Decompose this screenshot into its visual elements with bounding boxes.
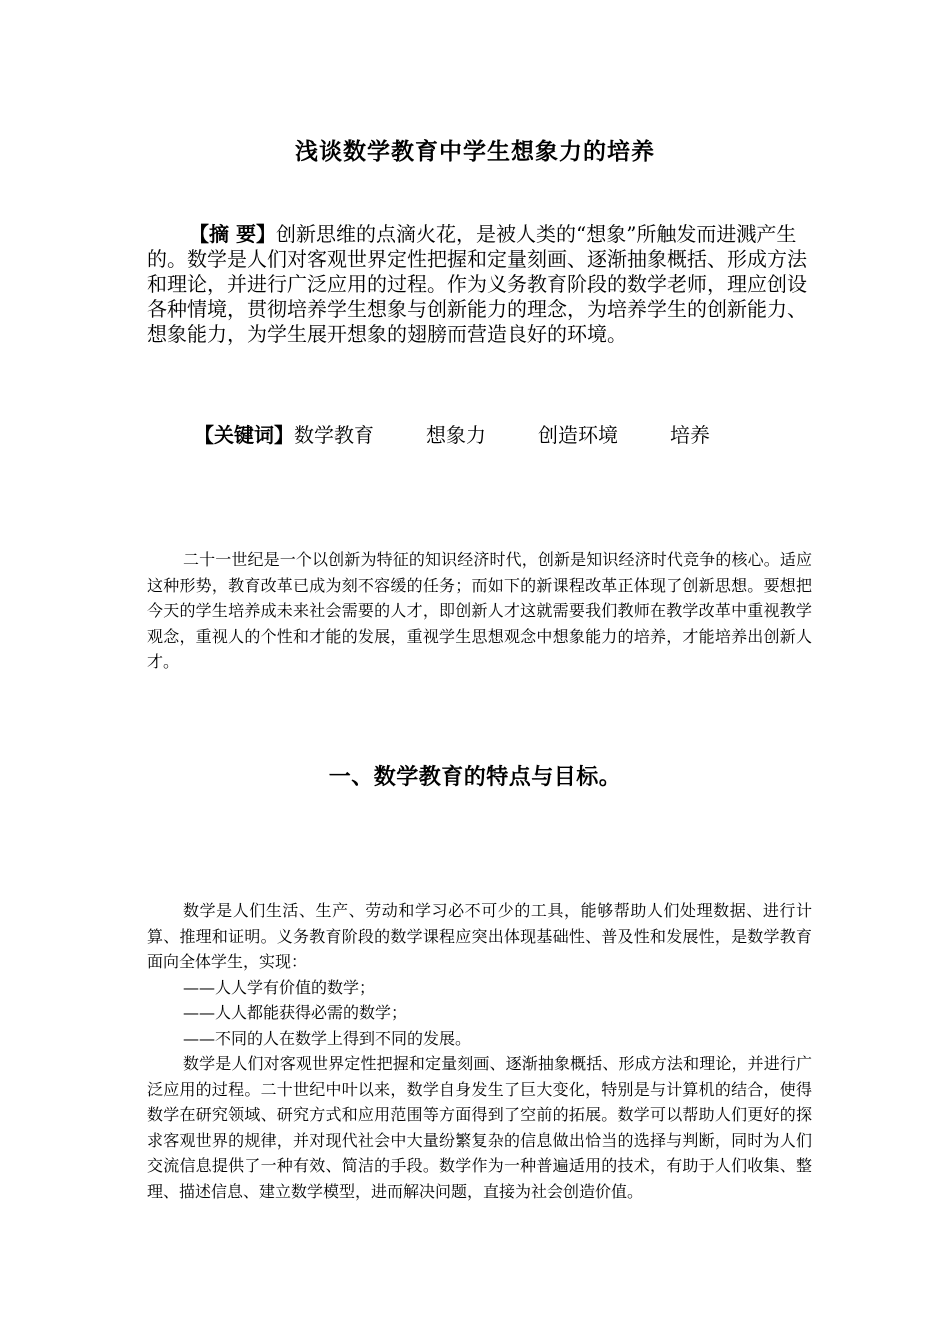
- body-paragraph: 数学是人们生活、生产、劳动和学习必不可少的工具，能够帮助人们处理数据、进行计算、推理和证明。义务教育阶段的数学课程应突出体现基础性、普及性和发展性，是数学教育面向全体学生，实现：: [147, 901, 812, 971]
- section-body: [147, 898, 812, 1204]
- abstract-text: 创新思维的点滴火花，是被人类的“想象”所触发而进溅产生的。数学是人们对客观世界定性把握和定量刻画、逐渐抽象概括、形成方法和理论，并进行广泛应用的过程。作为义务教育阶段的数学老师，理应创设各种情境，贯彻培养学生想象与创新能力的理念，为培养学生的创新能力、想象能力，为学生展开想象的翅膀而营造良好的环境。: [147, 222, 807, 346]
- keyword-item: 数学教育: [294, 423, 374, 447]
- intro-paragraph: 二十一世纪是一个以创新为特征的知识经济时代，创新是知识经济时代竞争的核心。适应这种形势，教育改革已成为刻不容缓的任务；而如下的新课程改革正体现了创新思想。要想把今天的学生培养成未来社会需要的人才，即创新人才这就需要我们教师在教学改革中重视教学观念，重视人的个性和才能的发展，重视学生思想观念中想象能力的培养，才能培养出创新人才。: [147, 550, 812, 671]
- keywords-label: 【关键词】: [194, 423, 294, 447]
- abstract-label: 【摘 要】: [189, 222, 276, 246]
- keyword-item: 培养: [670, 423, 710, 447]
- section-heading: 一、数学教育的特点与目标。: [328, 765, 622, 790]
- keyword-item: 想象力: [426, 423, 486, 447]
- abstract-paragraph: [147, 222, 812, 347]
- body-list-item: ——人人学有价值的数学；: [183, 977, 376, 997]
- body-paragraph: 数学是人们对客观世界定性把握和定量刻画、逐渐抽象概括、形成方法和理论，并进行广泛应用的过程。二十世纪中叶以来，数学自身发生了巨大变化，特别是与计算机的结合，使得数学在研究领域、研究方式和应用范围等方面得到了空前的拓展。数学可以帮助人们更好的探求客观世界的规律，并对现代社会中大量纷繁复杂的信息做出恰当的选择与判断，同时为人们交流信息提供了一种有效、简洁的手段。数学作为一种普遍适用的技术，有助于人们收集、整理、描述信息、建立数学模型，进而解决问题，直接为社会创造价值。: [147, 1054, 812, 1201]
- body-list-item: ——不同的人在数学上得到不同的发展。: [183, 1028, 472, 1048]
- keyword-item: 创造环境: [538, 423, 618, 447]
- body-list-item: ——人人都能获得必需的数学；: [183, 1003, 408, 1022]
- keywords-line: [194, 422, 814, 448]
- document-title: 浅谈数学教育中学生想象力的培养: [295, 139, 655, 165]
